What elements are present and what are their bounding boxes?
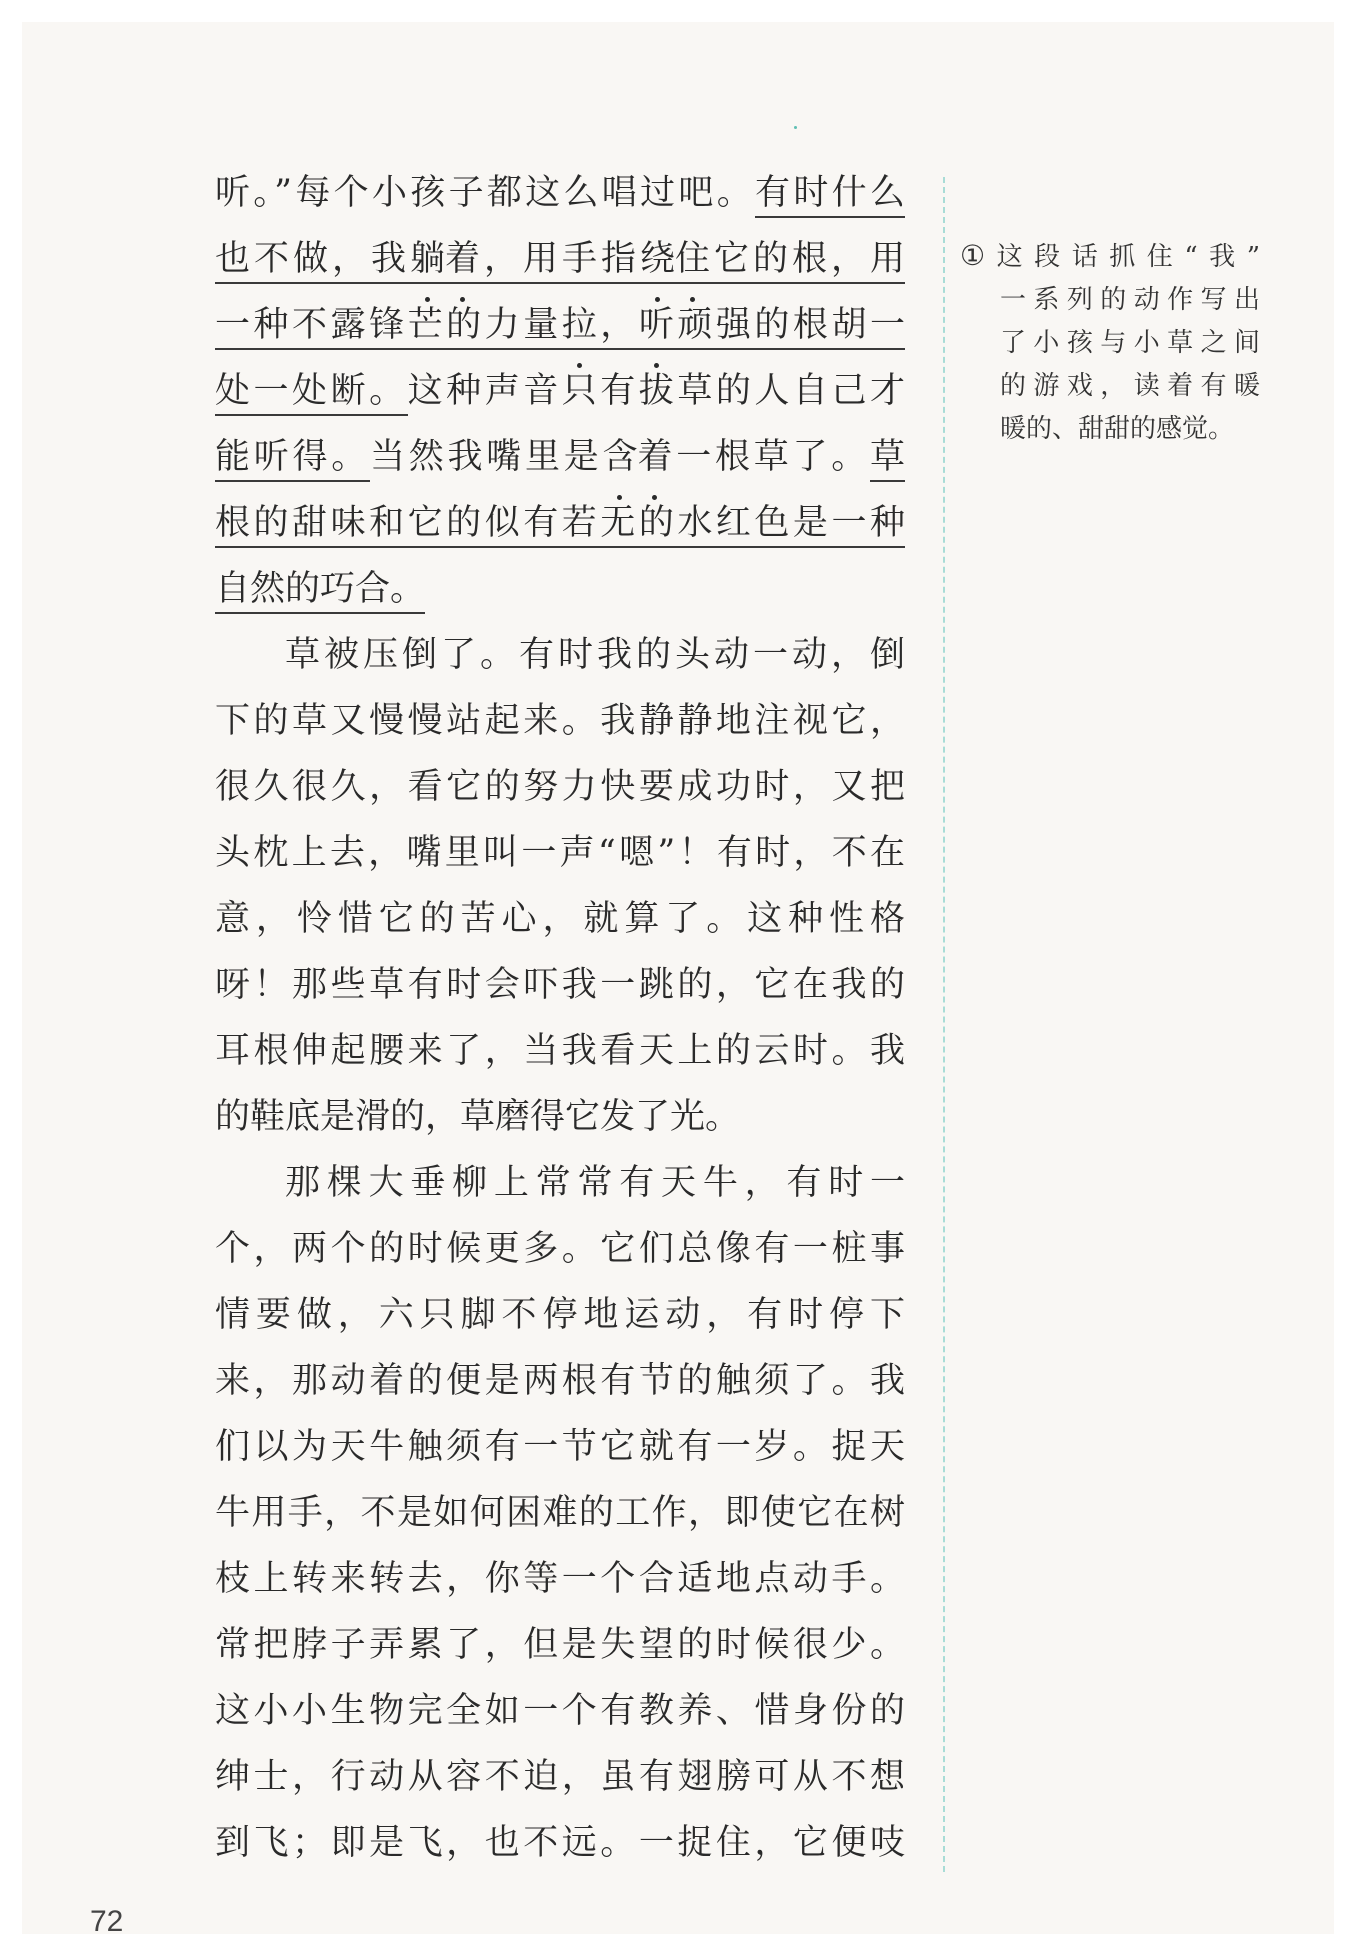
annotation-line: 暖的、甜甜的感觉。: [1000, 414, 1235, 444]
text-line: 个，两个的时候更多。它们总像有一桩事: [215, 1229, 905, 1269]
text-line: 的鞋底是滑的，草磨得它发了光。: [215, 1097, 741, 1137]
text-line: 头枕上去，嘴里叫一声“嗯”！有时，不在: [215, 833, 905, 873]
text-line: 耳根伸起腰来了，当我看天上的云时。我: [215, 1031, 905, 1071]
underlined-text: 处一处断。: [215, 371, 408, 416]
emphasis-dot-char: 绕: [640, 226, 675, 292]
text-line: 情要做，六只脚不停地运动，有时停下: [215, 1295, 905, 1335]
text-line: 听。”每个小孩子都这么唱过吧。有时什么: [215, 160, 905, 226]
text-line: 常把脖子弄累了，但是失望的时候很少。: [215, 1625, 905, 1665]
paragraph-2: [215, 622, 905, 1150]
underlined-text: 一种不露锋芒的力量拉，听顽强的根胡一: [215, 305, 905, 350]
underlined-text: 也不做，我躺着，用手指绕住它的根，用: [215, 239, 905, 284]
text-line: 处一处断。这种声音只有拔草的人自己才: [215, 358, 905, 424]
text-line: 枝上转来转去，你等一个合适地点动手。: [215, 1559, 905, 1599]
text-line: 草被压倒了。有时我的头动一动，倒: [285, 635, 905, 675]
main-text: [215, 160, 905, 1876]
underlined-text: 根的甜味和它的似有若无的水红色是一种: [215, 503, 905, 548]
annotation-line: ①这段话抓住“我”: [960, 239, 1260, 272]
underlined-text: 有时什么: [755, 173, 905, 218]
page-number: 72: [90, 1905, 124, 1938]
underlined-text: 草: [870, 437, 905, 482]
annotation-number: ①: [960, 239, 997, 272]
text-line: [215, 226, 905, 292]
text-line: 很久很久，看它的努力快要成功时，又把: [215, 767, 905, 807]
text-line: 牛用手，不是如何困难的工作，即使它在树: [215, 1493, 905, 1533]
annotation-line: 一系列的动作写出: [1000, 285, 1260, 315]
text-line: 下的草又慢慢站起来。我静静地注视它，: [215, 701, 905, 741]
annotation-line: 的游戏，读着有暖: [1000, 371, 1260, 401]
text-line: 呀！那些草有时会吓我一跳的，它在我的: [215, 965, 905, 1005]
emphasis-dot-char: 含: [602, 424, 637, 490]
decorative-dot: [794, 126, 797, 129]
text-line: 来，那动着的便是两根有节的触须了。我: [215, 1361, 905, 1401]
underlined-text: 能听得。: [215, 437, 370, 482]
paragraph-1: [215, 160, 905, 622]
emphasis-dot-char: 拉: [562, 292, 597, 358]
annotation-note: [960, 234, 1260, 451]
text-line: 那棵大垂柳上常常有天牛，有时一: [285, 1163, 905, 1203]
text-line: 意，怜惜它的苦心，就算了。这种性格: [215, 899, 905, 939]
emphasis-dot-char: 着: [445, 226, 480, 292]
paragraph-3: [215, 1150, 905, 1876]
underlined-text: 自然的巧合。: [215, 569, 425, 614]
emphasis-dot-char: 着: [637, 424, 672, 490]
text-line: [215, 556, 905, 622]
text-line: 们以为天牛触须有一节它就有一岁。捉天: [215, 1427, 905, 1467]
text-line: 到飞；即是飞，也不远。一捉住，它便吱: [215, 1823, 905, 1863]
book-page: [22, 22, 1334, 1934]
emphasis-dot-char: 躺: [410, 226, 445, 292]
emphasis-dot-char: 听: [639, 292, 674, 358]
text-line: 这小小生物完全如一个有教养、惜身份的: [215, 1691, 905, 1731]
text-line: 绅士，行动从容不迫，虽有翅膀可从不想: [215, 1757, 905, 1797]
annotation-line: 了小孩与小草之间: [1000, 328, 1260, 358]
text-line: 能听得。当然我嘴里是含着一根草了。草: [215, 424, 905, 490]
text-line: [215, 490, 905, 556]
text-line: [215, 292, 905, 358]
emphasis-dot-char: 住: [675, 226, 710, 292]
margin-divider: [943, 177, 945, 1872]
